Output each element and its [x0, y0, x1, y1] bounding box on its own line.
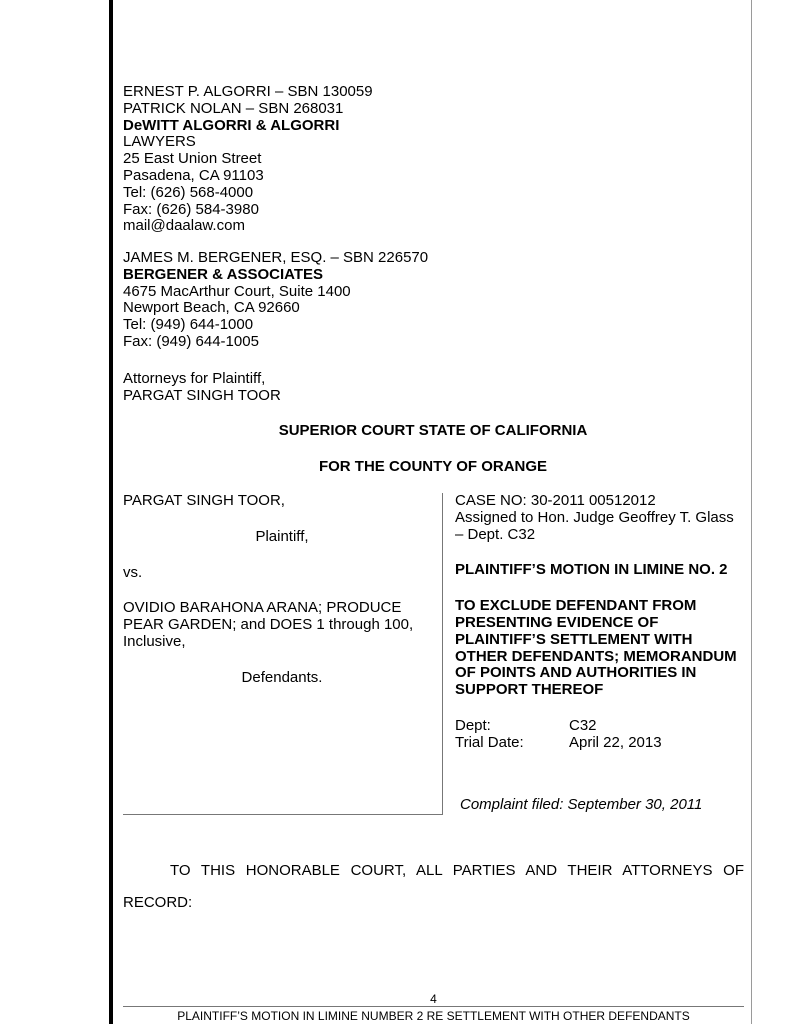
attorney-line: JAMES M. BERGENER, ESQ. – SBN 226570: [123, 249, 429, 266]
address-city: Pasadena, CA 91103: [123, 166, 264, 184]
client-name: PARGAT SINGH TOOR: [123, 386, 281, 404]
caption-divider-vertical: [442, 493, 443, 815]
dept-row: [455, 718, 747, 735]
motion-subtitle-line: OTHER DEFENDANTS; MEMORANDUM: [455, 647, 737, 665]
defendants-label: Defendants.: [241, 668, 323, 686]
defendant-line: Inclusive,: [123, 632, 186, 650]
firm-name: DeWITT ALGORRI & ALGORRI: [123, 116, 340, 134]
assigned-judge: Assigned to Hon. Judge Geoffrey T. Glass: [455, 508, 734, 526]
attorney-line: PATRICK NOLAN – SBN 268031: [123, 99, 344, 117]
email: mail@daalaw.com: [123, 217, 245, 235]
motion-title: PLAINTIFF’S MOTION IN LIMINE NO. 2: [455, 561, 728, 579]
trial-date-row: [455, 735, 747, 752]
motion-subtitle-line: PLAINTIFF’S SETTLEMENT WITH: [455, 630, 693, 648]
address-street: 25 East Union Street: [123, 150, 262, 168]
plaintiff-name: PARGAT SINGH TOOR,: [123, 492, 285, 509]
court-name: SUPERIOR COURT STATE OF CALIFORNIA: [278, 422, 588, 439]
defendant-line: PEAR GARDEN; and DOES 1 through 100,: [123, 616, 414, 634]
left-margin-rule: [109, 0, 113, 1024]
salutation: TO THIS HONORABLE COURT, ALL PARTIES AND THEIR ATTORNEYS OF RECORD:: [123, 862, 744, 911]
motion-subtitle-line: OF POINTS AND AUTHORITIES IN: [455, 664, 697, 682]
motion-subtitle-line: TO EXCLUDE DEFENDANT FROM: [455, 597, 697, 615]
dept-value: C32: [569, 716, 597, 734]
plaintiff-label: Plaintiff,: [255, 527, 309, 545]
complaint-filed: Complaint filed: September 30, 2011: [460, 796, 703, 813]
page-number: 4: [430, 992, 437, 1006]
motion-subtitle-line: SUPPORT THEREOF: [455, 681, 604, 699]
versus: vs.: [123, 563, 143, 581]
telephone: Tel: (626) 568-4000: [123, 183, 254, 201]
attorneys-for-label: Attorneys for Plaintiff,: [123, 370, 266, 387]
assigned-dept: – Dept. C32: [455, 525, 536, 543]
footer-title: PLAINTIFF’S MOTION IN LIMINE NUMBER 2 RE SETTLEMENT WITH OTHER DEFENDANTS: [177, 1009, 690, 1023]
firm-subtitle: LAWYERS: [123, 133, 196, 151]
footer-rule: [123, 1006, 744, 1007]
caption-divider-horizontal: [123, 814, 443, 815]
case-number: CASE NO: 30-2011 00512012: [455, 492, 656, 509]
court-county: FOR THE COUNTY OF ORANGE: [318, 458, 548, 475]
motion-subtitle-line: PRESENTING EVIDENCE OF: [455, 613, 659, 631]
attorney-block-bergener: [123, 250, 428, 351]
address-city: Newport Beach, CA 92660: [123, 299, 300, 317]
attorneys-for-block: [123, 371, 281, 405]
address-street: 4675 MacArthur Court, Suite 1400: [123, 282, 351, 300]
trial-date-value: April 22, 2013: [569, 733, 662, 751]
right-margin-rule: [751, 0, 752, 1024]
telephone: Tel: (949) 644-1000: [123, 316, 254, 334]
attorney-block-dewitt: [123, 84, 373, 235]
defendant-line: OVIDIO BARAHONA ARANA; PRODUCE: [123, 599, 402, 617]
caption-parties: [123, 493, 441, 687]
attorney-line: ERNEST P. ALGORRI – SBN 130059: [123, 83, 373, 100]
firm-name: BERGENER & ASSOCIATES: [123, 265, 324, 283]
fax: Fax: (949) 644-1005: [123, 332, 259, 350]
trial-date-label: Trial Date:: [455, 733, 524, 751]
fax: Fax: (626) 584-3980: [123, 200, 259, 218]
case-info: [455, 493, 747, 752]
dept-label: Dept:: [455, 716, 491, 734]
